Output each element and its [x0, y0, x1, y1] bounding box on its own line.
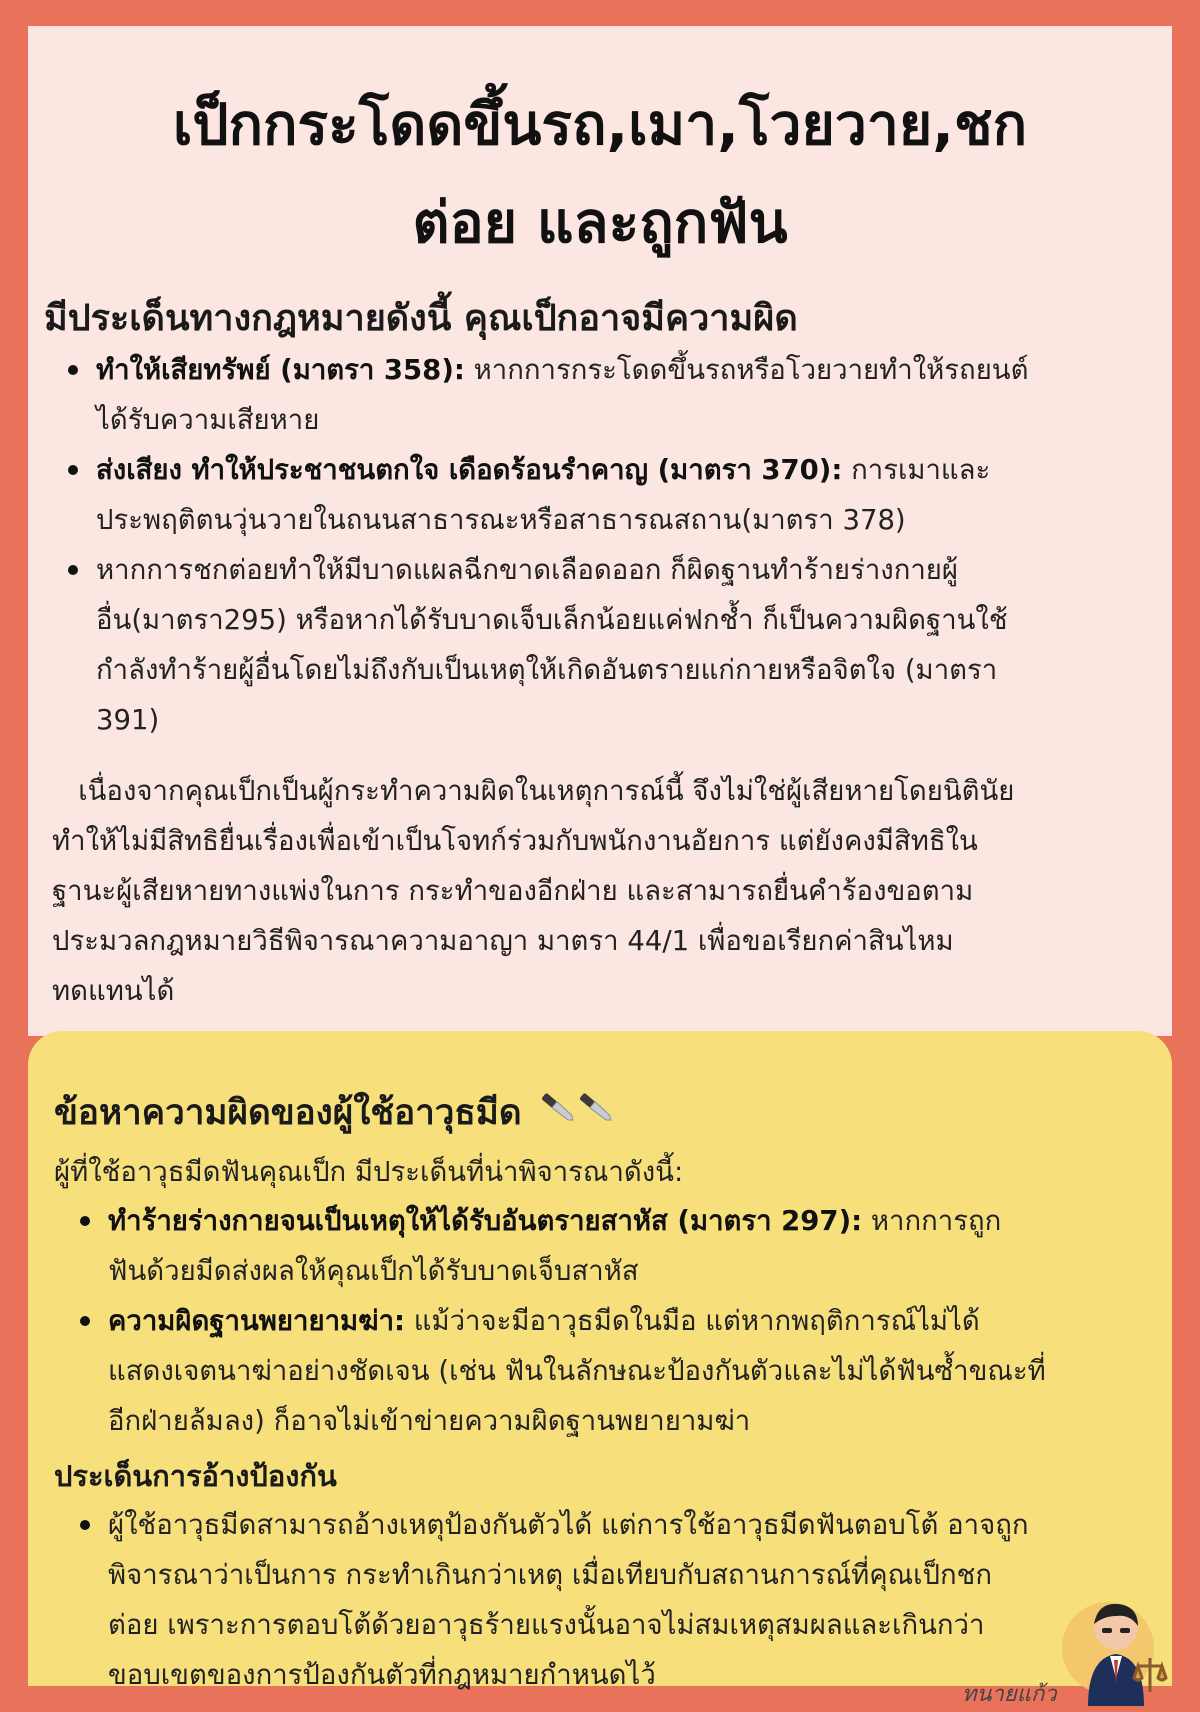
list-item	[108, 1500, 1168, 1700]
paragraph-line: ทำให้ไม่มีสิทธิยื่นเรื่องเพื่อเข้าเป็นโจทก์ร่วมกับพนักงานอัยการ แต่ยังคงมีสิทธิใน	[52, 825, 978, 857]
knife-section-title	[54, 1084, 616, 1142]
list-item	[108, 1196, 1168, 1296]
offense-title: ส่งเสียง ทำให้ประชาชนตกใจ เดือดร้อนรำคาญ (มาตรา 370):	[96, 454, 843, 486]
offense-title: ความผิดฐานพยายามฆ่า:	[108, 1305, 406, 1337]
offense-text: กำลังทำร้ายผู้อื่นโดยไม่ถึงกับเป็นเหตุให้เกิดอันตรายแก่กายหรือจิตใจ (มาตรา	[96, 654, 998, 686]
victim-status-paragraph	[52, 766, 1152, 1016]
defense-text: ขอบเขตของการป้องกันตัวที่กฎหมายกำหนดไว้	[108, 1659, 656, 1691]
list-item	[96, 545, 1156, 745]
pek-offenses-panel	[28, 26, 1172, 1036]
defense-text: ผู้ใช้อาวุธมีดสามารถอ้างเหตุป้องกันตัวได้ แต่การใช้อาวุธมีดฟันตอบโต้ อาจถูก	[108, 1509, 1029, 1541]
offense-text: ฟันด้วยมีดส่งผลให้คุณเป็กได้รับบาดเจ็บสาหัส	[108, 1255, 639, 1287]
knife-section-title-text: ข้อหาความผิดของผู้ใช้อาวุธมีด	[54, 1093, 522, 1133]
page-title	[68, 76, 1132, 272]
lawyer-avatar	[1058, 1588, 1176, 1708]
bullet-icon	[80, 1316, 90, 1326]
offense-title: ทำให้เสียทรัพย์ (มาตรา 358):	[96, 354, 465, 386]
knife-icon	[536, 1084, 616, 1142]
offense-text: แสดงเจตนาฆ่าอย่างชัดเจน (เช่น ฟันในลักษณะป้องกันตัวและไม่ได้ฟันซ้ำขณะที่	[108, 1355, 1046, 1387]
offense-text: 391)	[96, 704, 160, 736]
offense-text: หากการชกต่อยทำให้มีบาดแผลฉีกขาดเลือดออก ก็ผิดฐานทำร้ายร่างกายผู้	[96, 554, 959, 586]
paragraph-line: เนื่องจากคุณเป็กเป็นผู้กระทำความผิดในเหตุการณ์นี้ จึงไม่ใช่ผู้เสียหายโดยนิตินัย	[52, 775, 1015, 807]
bullet-icon	[68, 565, 78, 575]
offense-text: หากการกระโดดขึ้นรถหรือโวยวายทำให้รถยนต์	[464, 354, 1029, 386]
bullet-icon	[80, 1216, 90, 1226]
list-item	[96, 445, 1156, 545]
bullet-icon	[68, 465, 78, 475]
defense-text: พิจารณาว่าเป็นการ กระทำเกินกว่าเหตุ เมื่อเทียบกับสถานการณ์ที่คุณเป็กชก	[108, 1559, 992, 1591]
offense-text: แม้ว่าจะมีอาวุธมีดในมือ แต่หากพฤติการณ์ไม่ได้	[405, 1305, 980, 1337]
defense-heading: ประเด็นการอ้างป้องกัน	[54, 1459, 337, 1493]
offense-title: ทำร้ายร่างกายจนเป็นเหตุให้ได้รับอันตรายสาหัส (มาตรา 297):	[108, 1205, 863, 1237]
offense-text: ประพฤติตนวุ่นวายในถนนสาธารณะหรือสาธารณสถาน(มาตรา 378)	[96, 504, 906, 536]
section-subtitle: มีประเด็นทางกฎหมายดังนี้ คุณเป็กอาจมีความผิด	[44, 298, 798, 339]
paragraph-line: ฐานะผู้เสียหายทางแพ่งในการ กระทำของอีกฝ่าย และสามารถยื่นคำร้องขอตาม	[52, 875, 974, 907]
signature: ทนายแก้ว	[962, 1682, 1057, 1707]
offense-text: อื่น(มาตรา295) หรือหากได้รับบาดเจ็บเล็กน้อยแค่ฟกช้ำ ก็เป็นความผิดฐานใช้	[96, 604, 1008, 636]
title-line-1: เป็กกระโดดขึ้นรถ,เมา,โวยวาย,ชก	[172, 92, 1028, 158]
offense-text: อีกฝ่ายล้มลง) ก็อาจไม่เข้าข่ายความผิดฐานพยายามฆ่า	[108, 1405, 751, 1437]
infographic-card	[28, 26, 1172, 1707]
bullet-icon	[68, 365, 78, 375]
defense-list	[108, 1500, 1168, 1700]
knife-section-intro: ผู้ที่ใช้อาวุธมีดฟันคุณเป็ก มีประเด็นที่น่าพิจารณาดังนี้:	[54, 1156, 684, 1188]
paragraph-line: ทดแทนได้	[52, 975, 175, 1007]
list-item	[96, 345, 1156, 445]
offense-text: หากการถูก	[862, 1205, 1002, 1237]
title-line-2: ต่อย และถูกฟัน	[412, 190, 788, 256]
offense-text: การเมาและ	[842, 454, 991, 486]
bullet-icon	[80, 1520, 90, 1530]
list-item	[108, 1296, 1168, 1446]
knife-offense-list	[108, 1196, 1168, 1446]
defense-text: ต่อย เพราะการตอบโต้ด้วยอาวุธร้ายแรงนั้นอาจไม่สมเหตุสมผลและเกินกว่า	[108, 1609, 985, 1641]
paragraph-line: ประมวลกฎหมายวิธีพิจารณาความอาญา มาตรา 44/1 เพื่อขอเรียกค่าสินไหม	[52, 925, 954, 957]
pek-offense-list	[96, 345, 1156, 745]
offense-text: ได้รับความเสียหาย	[96, 404, 320, 436]
